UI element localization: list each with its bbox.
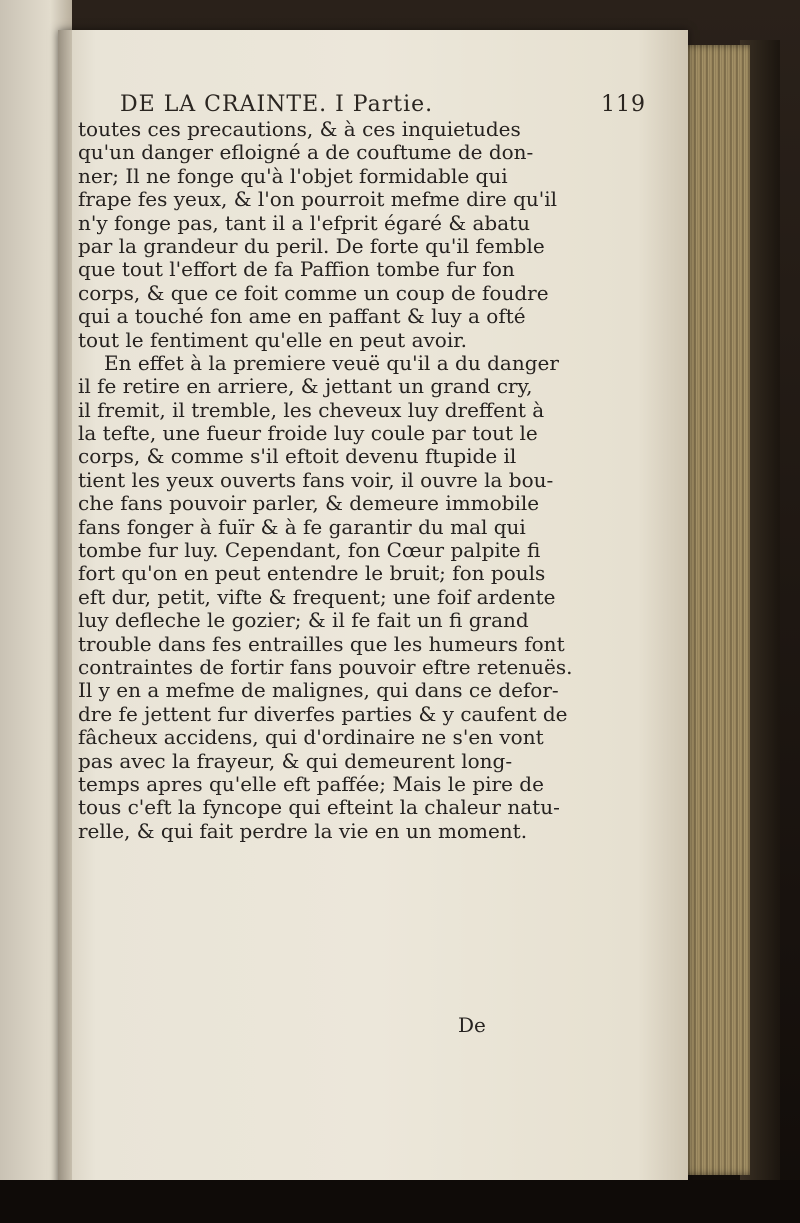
text-line: temps apres qu'elle eft paffée; Mais le pire de bbox=[78, 771, 544, 796]
text-line: toutes ces precautions, & à ces inquietudes bbox=[78, 117, 521, 141]
text-line: ner; Il ne fonge qu'à l'objet formidable qui bbox=[78, 163, 508, 188]
text-line: fort qu'on en peut entendre le bruit; fon pouls bbox=[78, 561, 546, 586]
text-line: il fe retire en arriere, & jettant un grand cry, bbox=[78, 374, 533, 399]
text-line: la tefte, une fueur froide luy coule par tout le bbox=[78, 421, 538, 446]
page-gutter bbox=[58, 30, 72, 1190]
page-number: 119 bbox=[601, 92, 646, 117]
text-line: qu'un danger efloigné a de couftume de don- bbox=[78, 140, 534, 165]
text-line: fans fonger à fuïr & à fe garantir du mal qui bbox=[78, 514, 526, 539]
text-line: tous c'eft la fyncope qui efteint la chaleur natu- bbox=[78, 795, 560, 820]
text-line: corps, & que ce foit comme un coup de foudre bbox=[78, 280, 549, 305]
catchword: De bbox=[458, 1013, 486, 1037]
text-line: dre fe jettent fur diverfes parties & y caufent de bbox=[78, 701, 568, 726]
running-title: DE LA CRAINTE. I Partie. bbox=[120, 92, 434, 117]
paragraph-start-line: En effet à la premiere veuë qu'il a du danger bbox=[104, 350, 559, 375]
text-line: frape fes yeux, & l'on pourroit mefme dire qu'il bbox=[78, 187, 558, 212]
text-line: n'y fonge pas, tant il a l'efprit égaré & abatu bbox=[78, 210, 531, 235]
text-line: trouble dans fes entrailles que les humeurs font bbox=[78, 631, 565, 656]
body-text bbox=[78, 117, 573, 843]
text-line: eft dur, petit, vifte & frequent; une foif ardente bbox=[78, 584, 556, 609]
text-line: fâcheux accidens, qui d'ordinaire ne s'en vont bbox=[78, 725, 544, 750]
text-line: relle, & qui fait perdre la vie en un moment. bbox=[78, 818, 528, 843]
text-line: tombe fur luy. Cependant, fon Cœur palpite fi bbox=[78, 538, 541, 563]
text-line: luy defleche le gozier; & il fe fait un fi grand bbox=[78, 608, 529, 633]
text-line: tout le fentiment qu'elle en peut avoir. bbox=[78, 327, 467, 352]
text-line: par la grandeur du peril. De forte qu'il femble bbox=[78, 233, 545, 258]
scan-bottom-border bbox=[0, 1180, 800, 1223]
text-line: il fremit, il tremble, les cheveux luy dreffent à bbox=[78, 397, 545, 422]
text-line: contraintes de fortir fans pouvoir eftre retenuës. bbox=[78, 654, 573, 679]
text-line: tient les yeux ouverts fans voir, il ouvre la bou- bbox=[78, 467, 554, 492]
text-line: qui a touché fon ame en paffant & luy a ofté bbox=[78, 304, 526, 329]
text-line: che fans pouvoir parler, & demeure immobile bbox=[78, 491, 540, 516]
text-line: corps, & comme s'il eftoit devenu ftupide il bbox=[78, 444, 517, 469]
text-line: Il y en a mefme de malignes, qui dans ce defor- bbox=[78, 678, 559, 703]
text-line: pas avec la frayeur, & qui demeurent long- bbox=[78, 748, 513, 773]
text-line: que tout l'effort de fa Paffion tombe fur fon bbox=[78, 257, 515, 282]
